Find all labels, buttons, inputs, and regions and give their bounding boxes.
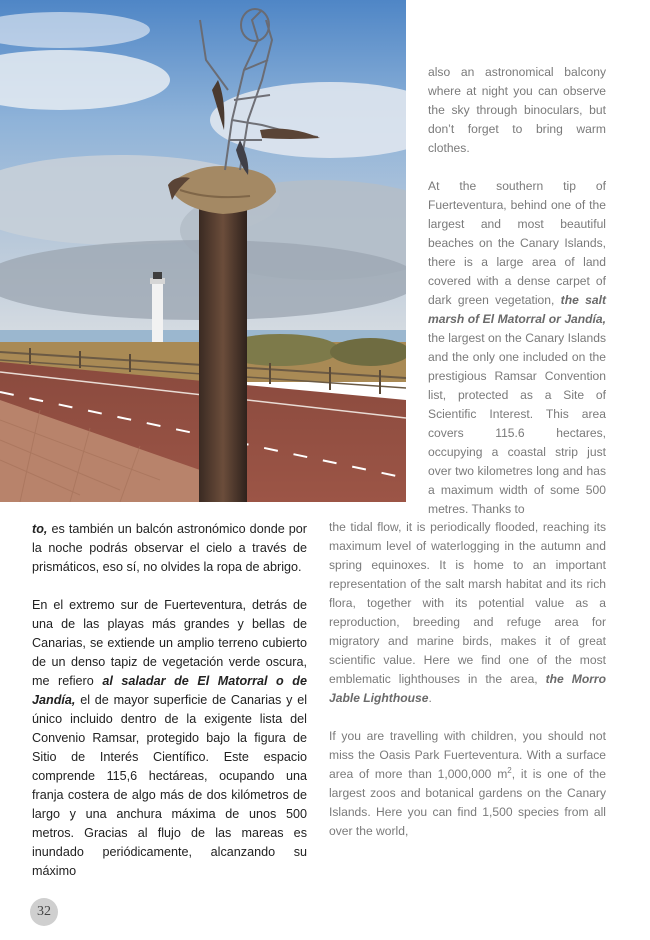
es-highlight-saladar: al saladar de El Matorral o de Jandía, xyxy=(32,674,307,707)
spanish-column xyxy=(32,520,307,881)
en-paragraph-salt-marsh: At the southern tip of Fuerteventura, behind one of the largest and most beautiful beaches on the Canary Islands, there is a large area of land covered with a dense carpet of dark green vegetation, the salt marsh of El Matorral or Jandía, the largest on the Canary Islands and the only one included on the prestigious Ramsar Convention list, protected as a Site of Scientific Interest. This area covers 115.6 hectares, occupying a coastal strip just over two kilometres long and has a maximum width of some 500 metres. Thanks to xyxy=(428,179,606,516)
es-paragraph-balcon: to, es también un balcón astronómico donde por la noche podrás observar el cielo a través de prismáticos, eso sí, no olvides la ropa de abrigo. xyxy=(32,522,307,574)
es-paragraph-saladar: En el extremo sur de Fuerteventura, detrás de una de las playas más grandes y bellas de Canarias, se extiende un amplio terreno cubierto de un denso tapiz de vegetación verde oscura, me refiero al saladar de El Matorral o de Jandía, el de mayor superficie de Canarias y el único incluido dentro de la exigente lista del Convenio Ramsar, protegido bajo la figura de Sitio de Interés Científico. Este espacio comprende 115,6 hectáreas, ocupando una franja costera de algo más de dos kilómetros de largo y una anchura máxima de unos 500 metros. Gracias al flujo de las mareas es inundado periódicamente, alcanzando su máximo xyxy=(32,598,307,878)
en-paragraph-balcony: also an astronomical balcony where at night you can observe the sky through binoculars, but don’t forget to bring warm clothes. xyxy=(428,65,606,155)
english-column-top xyxy=(428,63,606,519)
en-highlight-lighthouse: the Morro Jable Lighthouse xyxy=(329,672,607,705)
photo-sculpture-lighthouse xyxy=(0,0,406,502)
en-highlight-salt-marsh: the salt marsh of El Matorral or Jandía, xyxy=(428,293,606,326)
en-paragraph-oasis-park: If you are travelling with children, you should not miss the Oasis Park Fuerteventura. With a surface area of more than 1,000,000 $m^2$, it is one of the largest zoos and botanical gardens on the Canary Islands. Here you can find 1,500 species from all over the world, xyxy=(329,729,606,838)
page-number-badge: 32 xyxy=(30,898,58,926)
en-paragraph-tidal: the tidal flow, it is periodically flooded, reaching its maximum level of waterlogging in the autumn and spring equinoxes. It is home to an important representation of the salt marsh habitat and its rich flora, together with its potential value as a reproduction, breeding and refuge area for migratory and marine birds, makes it of great scientific value. Here we find one of the most emblematic lighthouses in the area, the Morro Jable Lighthouse. xyxy=(329,520,607,705)
english-column-bottom xyxy=(329,518,606,841)
